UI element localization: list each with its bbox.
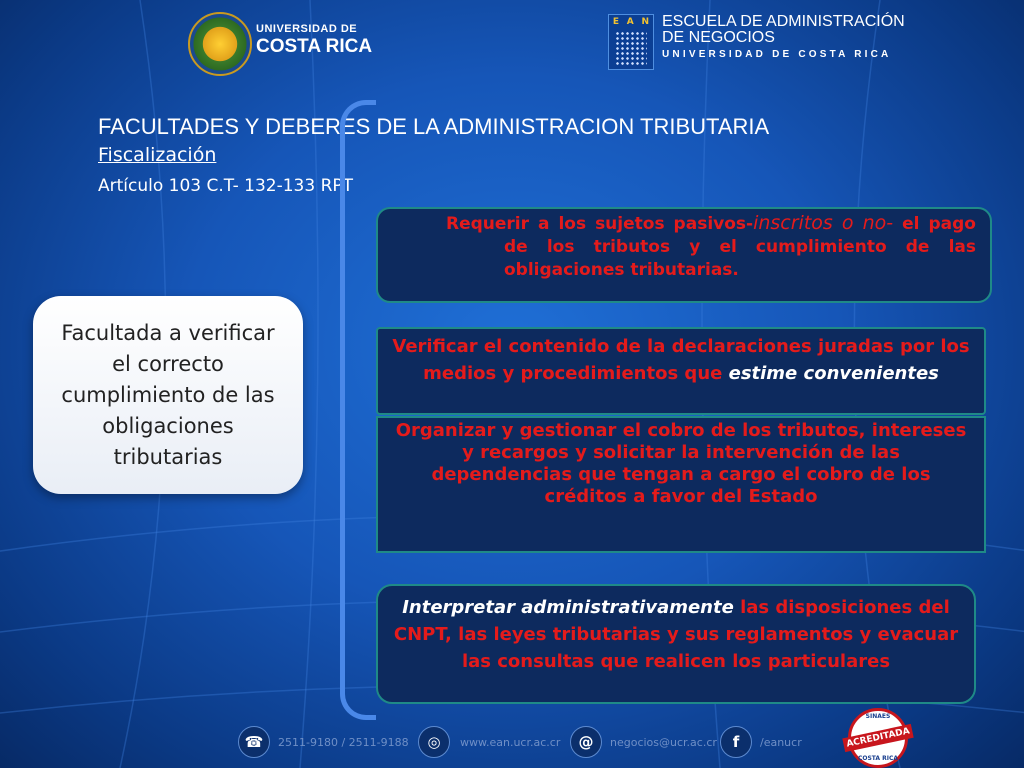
ucr-seal-icon (188, 12, 252, 76)
ean-letter-n: N (641, 17, 650, 27)
accreditation-badge (845, 708, 911, 768)
ucr-line2: COSTA RICA (256, 36, 373, 57)
footer-web-text: www.ean.ucr.ac.cr (460, 735, 561, 749)
duty-text-verificar (388, 333, 974, 387)
duty-text-verificar-part2: estime convenientes (728, 363, 939, 384)
duty-text-interpretar-part2: las disposiciones del CNPT, las leyes tributarias y sus reglamentos y evacuar las consultas que realicen los particulares (393, 597, 959, 672)
main-concept-text: Facultada a verificar el correcto cumplimiento de las obligaciones tributarias (61, 320, 275, 469)
ean-mark-icon (608, 14, 654, 70)
duty-text-requerir-part3: el pago de los tributos y el cumplimiento de las obligaciones tributarias. (504, 214, 976, 280)
phone-icon: ☎ (238, 726, 270, 758)
duty-text-requerir-part1: Requerir a los sujetos pasivos- (446, 214, 754, 234)
article-reference: Artículo 103 C.T- 132-133 RPT (98, 176, 354, 196)
footer-email[interactable] (570, 726, 717, 758)
duty-text-interpretar-part1: Interpretar administrativamente (402, 597, 734, 618)
duty-text-organizar: Organizar y gestionar el cobro de los tributos, intereses y recargos y solicitar la intervención de las dependencias que tengan a cargo el cobro de los créditos a favor del Estado (395, 420, 967, 507)
footer-web[interactable] (418, 726, 560, 758)
duty-text-requerir-italic: inscritos o no- (753, 212, 894, 234)
facebook-icon: f (720, 726, 752, 758)
duty-box-requerir (376, 207, 992, 303)
ean-line1: ESCUELA DE ADMINISTRACIÓN (662, 13, 905, 30)
footer-facebook[interactable] (720, 726, 802, 758)
bracket-connector (340, 100, 376, 720)
ucr-line1: UNIVERSIDAD DE (256, 23, 358, 35)
page-title: FACULTADES Y DEBERES DE LA ADMINISTRACION TRIBUTARIA (98, 114, 770, 139)
ean-logo (608, 12, 918, 70)
duty-text-interpretar (388, 594, 964, 675)
duty-box-organizar (376, 416, 986, 553)
footer-phone-text: 2511-9180 / 2511-9188 (278, 735, 409, 749)
duty-box-verificar (376, 327, 986, 415)
badge-main-text: ACREDITADA (842, 724, 914, 752)
duty-text-verificar-part1: Verificar el contenido de la declaraciones juradas por los medios y procedimientos que (392, 336, 970, 384)
footer-phone[interactable] (238, 726, 409, 758)
at-icon: @ (570, 726, 602, 758)
duty-box-interpretar (376, 584, 976, 704)
ean-line3: UNIVERSIDAD DE COSTA RICA (662, 49, 892, 60)
duty-text-requerir (402, 212, 976, 282)
ean-letter-a: A (626, 17, 634, 27)
footer-email-text: negocios@ucr.ac.cr (610, 735, 717, 749)
ean-line2: DE NEGOCIOS (662, 29, 775, 46)
page-subtitle: Fiscalización (98, 144, 217, 166)
ucr-logo (188, 12, 398, 76)
footer-facebook-text: /eanucr (760, 735, 802, 749)
ean-letter-e: E (612, 17, 620, 27)
main-concept-box (33, 296, 303, 494)
globe-icon: ◎ (418, 726, 450, 758)
badge-bottom-text: COSTA RICA (857, 755, 899, 762)
badge-top-text: SINAES (865, 713, 891, 720)
